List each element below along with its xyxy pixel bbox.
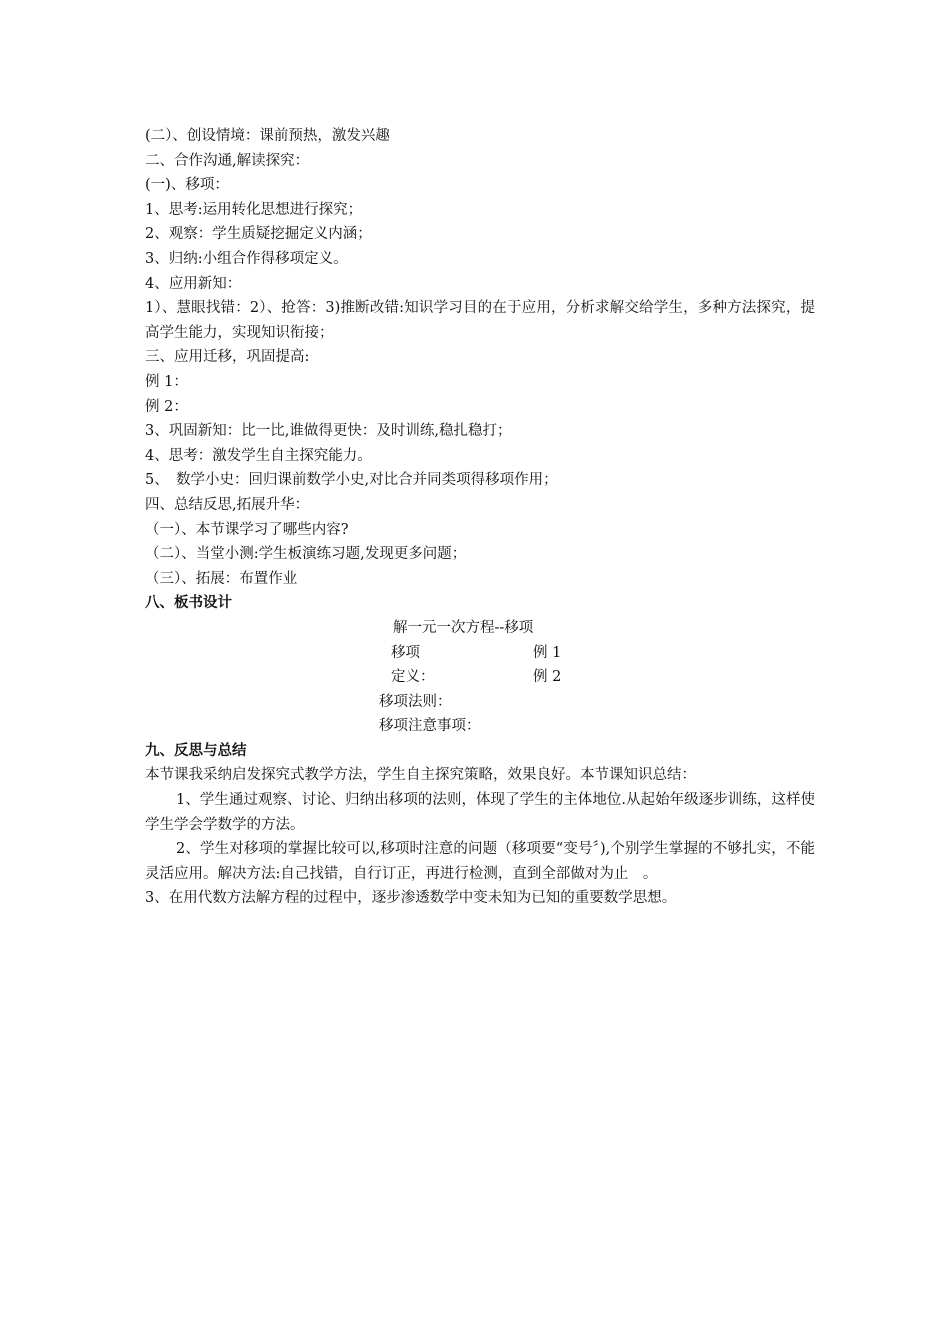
board-left-item: 移项法则：: [379, 693, 452, 710]
section-two-sub-heading: (二）、创设情境：课前预热，激发兴趣: [145, 128, 390, 144]
apply-paragraph: 1）、慧眼找错：2）、抢答：3)推断改错:知识学习目的在于应用，分析求解交给学生，多种方法探究，提高学生能力，实现知识衔接；: [145, 300, 815, 341]
example-item: 例 1：: [145, 373, 188, 390]
board-title: 解一元一次方程--移项: [393, 619, 534, 636]
section-eight-heading: 八、板书设计: [145, 595, 232, 612]
reflection-paragraph: 2、学生对移项的掌握比较可以,移项时注意的问题（移项要“变号〞),个别学生掌握的不够扎实，不能灵活应用。解决方法:自己找错，自行订正，再进行检测，直到全部做对为止 。: [145, 841, 815, 882]
list-item: 4、应用新知：: [145, 275, 242, 292]
part-three-heading: 三、应用迁移，巩固提高:: [145, 349, 310, 366]
reflection-paragraph: 1、学生通过观察、讨论、归纳出移项的法则，体现了学生的主体地位.从起始年级逐步训练，这样使学生学会学数学的方法。: [145, 792, 815, 833]
list-item: 1、思考:运用转化思想进行探究；: [145, 201, 363, 218]
list-item: （一）、本节课学习了哪些内容?: [145, 521, 349, 538]
list-item: 5、 数学小史：回归课前数学小史,对比合并同类项得移项作用；: [145, 472, 558, 489]
board-right-item: 例 1: [533, 644, 562, 661]
reflection-paragraph: 3、在用代数方法解方程的过程中，逐步渗透数学中变未知为已知的重要数学思想。: [145, 890, 677, 907]
list-item: （三）、拓展：布置作业: [145, 570, 298, 587]
example-item: 例 2：: [145, 398, 188, 415]
board-right-item: 例 2: [533, 668, 562, 685]
board-left-item: 移项: [391, 644, 420, 661]
part-four-heading: 四、总结反思,拓展升华：: [145, 496, 310, 513]
reflection-intro: 本节课我采纳启发探究式教学方法，学生自主探究策略，效果良好。本节课知识总结：: [145, 767, 696, 784]
list-item: 3、归纳:小组合作得移项定义。: [145, 250, 348, 267]
part-two-sub-heading: (一)、移项：: [145, 177, 229, 194]
part-two-heading: 二、合作沟通,解读探究：: [145, 152, 310, 169]
list-item: 2、观察：学生质疑挖掘定义内涵；: [145, 226, 372, 243]
list-item: 3、巩固新知：比一比,谁做得更快：及时训练,稳扎稳打；: [145, 423, 512, 440]
board-left-item: 定义：: [391, 668, 435, 685]
list-item: 4、思考：激发学生自主探究能力。: [145, 447, 372, 464]
list-item: （二）、当堂小测:学生板演练习题,发现更多问题；: [145, 546, 467, 563]
document-body: [145, 124, 815, 911]
section-nine-heading: 九、反思与总结: [145, 742, 247, 759]
blackboard-design: [145, 616, 815, 739]
board-left-item: 移项注意事项：: [379, 717, 481, 734]
